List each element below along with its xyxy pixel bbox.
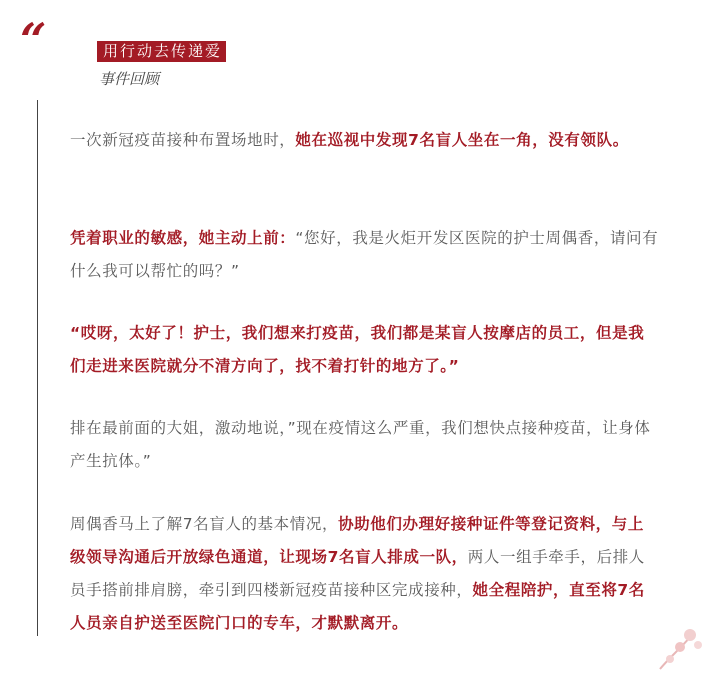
paragraph-text: 两人一组手牵手，后排人员手搭前排肩膀，牵引到四楼新冠疫苗接种区完成接种， — [70, 548, 645, 599]
paragraph-highlight: 协助他们办理好接种证件等登记资料，与上级领导沟通后开放绿色通道，让现场7名盲人排成一队， — [70, 515, 644, 566]
plum-blossom-decoration — [652, 621, 708, 671]
paragraph-highlight: “哎呀，太好了！护士，我们想来打疫苗，我们都是某盲人按摩店的员工，但是我们走进来医院就分不清方向了，找不着打针的地方了。” — [70, 324, 645, 375]
paragraph-text: 一次新冠疫苗接种布置场地时， — [70, 131, 296, 149]
paragraph-highlight: 凭着职业的敏感，她主动上前： — [70, 229, 296, 247]
paragraph-text: 周偶香马上了解7名盲人的基本情况， — [70, 515, 339, 533]
paragraph-2 — [70, 222, 660, 288]
paragraph-3 — [70, 317, 660, 383]
paragraph-text: “您好，我是火炬开发区医院的护士周偶香，请问有什么我可以帮忙的吗？” — [70, 229, 659, 280]
paragraph-highlight: 她全程陪护，直至将7名人员亲自护送至医院门口的专车，才默默离开。 — [70, 581, 645, 632]
paragraph-4 — [70, 412, 660, 478]
paragraph-5 — [70, 508, 660, 640]
vertical-divider — [37, 100, 38, 636]
quote-mark-decoration: “ — [20, 13, 41, 67]
paragraph-text: 排在最前面的大姐，激动地说，”现在疫情这么严重，我们想快点接种疫苗，让身体产生抗体。” — [70, 419, 651, 470]
paragraph-highlight: 她在巡视中发现7名盲人坐在一角，没有领队。 — [295, 131, 629, 149]
paragraph-1 — [70, 124, 660, 157]
section-subtitle: 事件回顾 — [99, 70, 160, 88]
section-title: 用行动去传递爱 — [97, 41, 226, 62]
